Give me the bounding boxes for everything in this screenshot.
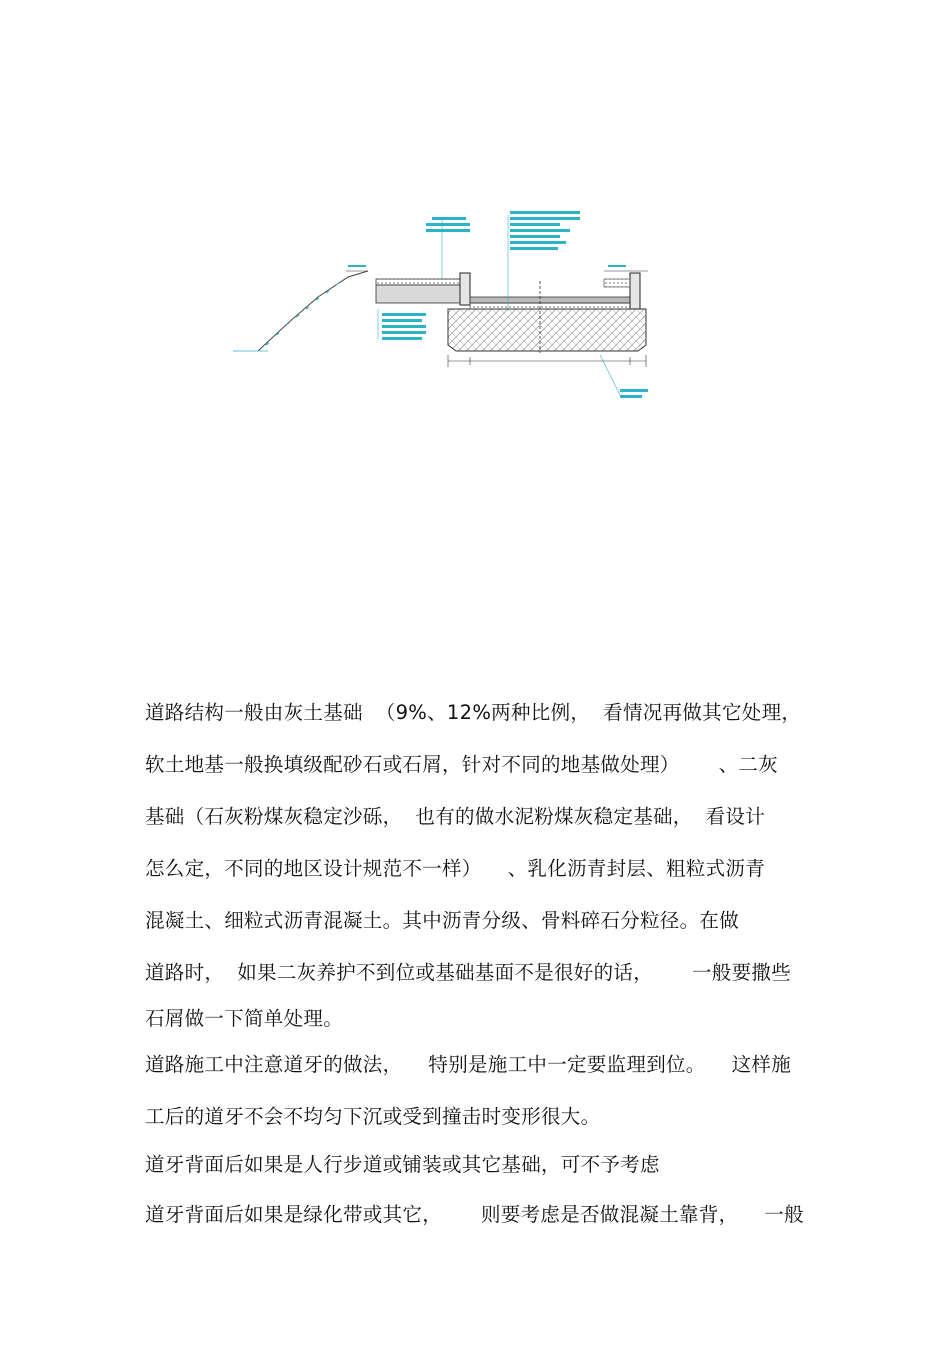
curb-left: [460, 273, 470, 305]
text-line: 石屑做一下简单处理。: [145, 1007, 344, 1030]
road-subbase: [448, 309, 646, 351]
text-line: 道牙背面后如果是人行步道或铺装或其它基础，可不予考虑: [145, 1153, 660, 1176]
text-line: 怎么定，不同的地区设计规范不一样） 、乳化沥青封层、粗粒式沥青: [145, 857, 765, 880]
text-line: 道路施工中注意道牙的做法， 特别是施工中一定要监理到位。 这样施: [145, 1053, 791, 1076]
road-binder-layer: [470, 303, 630, 309]
sidewalk-surface: [376, 279, 464, 285]
text-line: 混凝土、细粒式沥青混凝土。其中沥青分级、骨料碎石分粒径。在做: [145, 909, 740, 932]
text-line: 道牙背面后如果是绿化带或其它， 则要考虑是否做混凝土靠背， 一般: [145, 1203, 804, 1226]
sidewalk-base: [376, 285, 464, 303]
embankment-slope: [258, 271, 368, 351]
text-line: 道路结构一般由灰土基础 （9%、12%两种比例， 看情况再做其它处理，: [145, 701, 802, 724]
text-line: 工后的道牙不会不均匀下沉或受到撞击时变形很大。: [145, 1105, 601, 1128]
text-line: 软土地基一般换填级配砂石或石屑，针对不同的地基做处理） 、二灰: [145, 753, 778, 776]
curb-right: [630, 273, 640, 309]
road-structure-diagram: [228, 205, 668, 425]
text-line: 基础（石灰粉煤灰稳定沙砾， 也有的做水泥粉煤灰稳定基础， 看设计: [145, 805, 765, 828]
text-line: 道路时， 如果二灰养护不到位或基础基面不是很好的话， 一般要撒些: [145, 961, 791, 984]
cross-section-drawing: [228, 205, 668, 425]
road-surface-layer: [470, 297, 630, 303]
